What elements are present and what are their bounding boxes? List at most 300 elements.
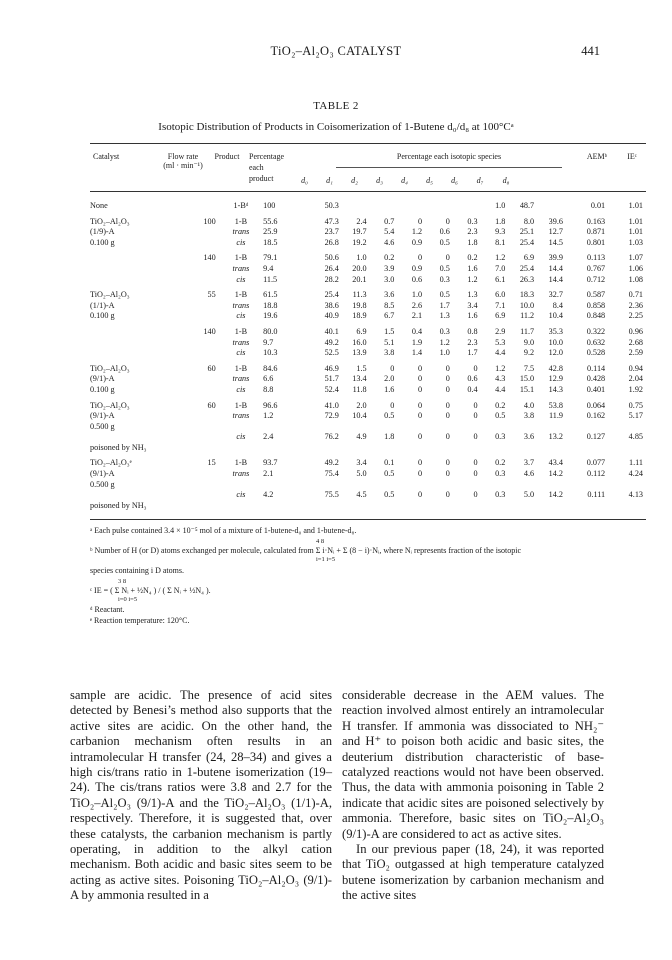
body-right-column	[342, 688, 604, 904]
catalyst-cell	[90, 490, 163, 501]
table-row	[90, 301, 646, 312]
footnote-e: ᵉ Reaction temperature: 120°C.	[90, 616, 190, 625]
species-d0-cell: 26.8	[324, 237, 339, 247]
table-row	[90, 217, 646, 228]
species-d0-cell: 47.3	[324, 216, 339, 226]
aem-cell: 0.064	[586, 400, 606, 410]
species-d6-cell: 0.5	[495, 411, 506, 421]
product-cell: trans	[232, 263, 250, 273]
catalyst-cell	[90, 253, 163, 264]
species-d4-cell: 0.5	[439, 237, 450, 247]
aem-cell: 0.114	[587, 363, 606, 373]
species-d2-cell: 3.9	[384, 263, 395, 273]
species-d0-cell: 75.4	[324, 469, 339, 479]
product-cell: cis	[236, 348, 246, 358]
species-d2-cell	[370, 480, 398, 491]
ie-cell	[608, 480, 646, 491]
isotope-label-d2: d₂	[351, 176, 358, 185]
species-d6-cell: 4.3	[495, 374, 506, 384]
product-cell: trans	[232, 337, 250, 347]
species-d3-cell: 1.9	[411, 337, 423, 347]
footnote-b: ᵇ Number of H (or D) atoms exchanged per molecule, calculated from Σ i·Nᵢ + Σ (8 − i)·Nᵢ, where Nᵢ represents fraction of the isotopic	[90, 546, 522, 555]
species-d7-cell: 11.2	[520, 311, 535, 321]
aem-cell: 0.587	[586, 290, 606, 300]
aem-cell: 0.858	[586, 300, 606, 310]
species-d8-cell: 14.2	[548, 469, 563, 479]
percentage-cell: 84.6	[263, 363, 278, 373]
species-d2-cell	[370, 422, 398, 433]
species-d7-cell: 8.0	[523, 216, 535, 226]
species-d4-cell: 0.3	[439, 274, 450, 284]
footnote-c-limits-bottom: i=0 i=5	[118, 596, 138, 603]
ie-cell: 2.04	[628, 374, 643, 384]
catalyst-cell	[90, 327, 163, 338]
ie-cell: 4.13	[628, 490, 643, 500]
species-d1-cell	[342, 201, 370, 212]
species-d6-cell: 7.0	[495, 263, 506, 273]
species-d2-cell: 8.5	[384, 300, 395, 310]
species-d4-cell: 0	[445, 432, 450, 442]
flow-rate-cell	[163, 264, 218, 275]
aem-cell: 0.871	[586, 227, 606, 237]
species-d8-cell: 35.3	[548, 326, 563, 336]
species-d6-cell: 7.1	[495, 300, 506, 310]
isotope-label-d7: d₇	[476, 176, 484, 185]
catalyst-cell: 0.100 g	[90, 311, 115, 321]
species-d1-cell: 1.0	[356, 253, 367, 263]
species-d2-cell: 0.5	[384, 411, 395, 421]
species-d1-cell: 13.4	[352, 374, 367, 384]
percentage-cell: 11.5	[263, 274, 278, 284]
flow-rate-cell	[163, 469, 218, 480]
product-cell: trans	[232, 227, 250, 237]
species-d8-cell: 12.9	[548, 374, 563, 384]
product-cell	[219, 501, 263, 512]
species-d2-cell: 0	[390, 363, 395, 373]
ie-cell: 4.24	[628, 469, 643, 479]
species-d2-cell: 0.1	[384, 458, 395, 468]
isotope-label-d6: d₆	[451, 176, 458, 185]
species-d8-cell: 8.4	[552, 300, 563, 310]
species-d3-cell: 0	[418, 432, 423, 442]
species-d1-cell: 11.3	[352, 290, 367, 300]
isotope-label-d0: d₀	[301, 176, 308, 185]
species-d6-cell: 2.9	[495, 326, 506, 336]
aem-cell: 0.113	[587, 253, 606, 263]
table-row	[90, 253, 646, 264]
species-d6-cell: 6.9	[495, 311, 506, 321]
species-d1-cell: 10.4	[352, 411, 367, 421]
species-d6-cell: 1.8	[495, 216, 506, 226]
species-d0-cell: 50.6	[324, 253, 339, 263]
ie-cell: 2.68	[628, 337, 643, 347]
catalyst-cell: (1/1)-A	[90, 300, 115, 310]
species-d4-cell: 0	[445, 490, 450, 500]
species-d3-cell: 1.4	[411, 348, 423, 358]
species-d8-cell	[537, 443, 566, 454]
species-d4-cell: 1.0	[439, 348, 450, 358]
species-d4-cell: 1.2	[439, 337, 450, 347]
species-d8-cell: 39.6	[548, 216, 563, 226]
species-d7-cell: 25.4	[519, 237, 535, 247]
aem-cell: 0.162	[586, 411, 606, 421]
catalyst-cell: poisoned by NH₃	[90, 442, 147, 452]
flow-rate-cell	[163, 348, 218, 359]
aem-cell: 0.848	[586, 311, 606, 321]
species-d8-cell: 10.4	[548, 311, 563, 321]
species-d1-cell: 20.0	[352, 263, 367, 273]
species-d6-cell: 1.0	[495, 201, 506, 210]
species-d0-cell: 40.9	[324, 311, 339, 321]
catalyst-cell: TiO₂–Al₂O₃	[90, 216, 130, 226]
species-d8-cell: 53.8	[548, 400, 563, 410]
species-d6-cell: 4.4	[495, 348, 506, 358]
aem-cell	[566, 480, 608, 491]
species-d3-cell: 0.9	[411, 237, 423, 247]
aem-cell: 0.077	[586, 458, 606, 468]
species-d7-cell: 48.7	[519, 201, 535, 210]
product-cell: trans	[232, 300, 250, 310]
percentage-cell: 9.4	[263, 263, 274, 273]
product-cell: 1-B	[234, 326, 248, 336]
ie-cell	[608, 422, 646, 433]
species-d2-cell: 6.7	[384, 311, 395, 321]
species-d7-cell: 15.1	[519, 384, 535, 394]
table-row	[90, 490, 646, 501]
species-d2-cell	[370, 201, 398, 212]
footnote-b-limits-bottom: i=1 i=5	[316, 556, 336, 563]
species-d0-cell: 49.2	[324, 458, 339, 468]
species-d0-cell: 38.6	[324, 300, 339, 310]
body-left-column	[70, 688, 332, 904]
species-d0-cell: 25.4	[324, 290, 339, 300]
table-row	[90, 348, 646, 359]
table-row	[90, 311, 646, 322]
species-d6-cell: 5.3	[495, 337, 506, 347]
table-row	[90, 458, 646, 469]
species-d2-cell: 0.2	[384, 253, 395, 263]
aem-cell: 0.163	[586, 216, 606, 226]
flow-rate-cell	[163, 311, 218, 322]
flow-rate-cell	[163, 385, 218, 396]
catalyst-cell	[90, 338, 163, 349]
species-d7-cell	[508, 480, 537, 491]
species-d5-cell: 1.2	[467, 274, 478, 284]
species-d8-cell: 39.9	[548, 253, 563, 263]
species-d0-cell	[314, 422, 342, 433]
species-d7-cell: 3.8	[523, 411, 535, 421]
species-d5-cell: 0	[473, 469, 478, 479]
percentage-cell: 1.2	[263, 411, 274, 421]
species-d5-cell: 2.3	[467, 227, 478, 237]
col-header-product: Product	[214, 152, 240, 161]
species-d3-cell: 0	[418, 458, 423, 468]
table-row	[90, 327, 646, 338]
species-d0-cell: 40.1	[324, 326, 339, 336]
species-d7-cell: 25.1	[519, 227, 535, 237]
catalyst-cell: (1/9)-A	[90, 227, 115, 237]
ie-cell: 0.75	[628, 400, 643, 410]
ie-cell: 1.07	[628, 253, 643, 263]
species-d3-cell: 0.6	[411, 274, 423, 284]
percentage-cell: 80.0	[263, 326, 278, 336]
species-d2-cell: 0.5	[384, 490, 395, 500]
flow-rate-cell	[163, 301, 218, 312]
product-cell	[219, 443, 263, 454]
product-cell: trans	[232, 411, 250, 421]
species-d5-cell: 0.8	[467, 326, 478, 336]
product-cell: 1-B	[234, 216, 248, 226]
footnote-b-limits-top: 4 8	[316, 538, 325, 545]
species-d4-cell: 1.7	[439, 300, 450, 310]
catalyst-cell: poisoned by NH₃	[90, 500, 147, 510]
species-d7-cell: 18.3	[519, 290, 535, 300]
table-row	[90, 501, 646, 512]
ie-cell	[608, 443, 646, 454]
species-d0-cell: 28.2	[324, 274, 339, 284]
catalyst-cell: (9/1)-A	[90, 374, 115, 384]
species-d2-cell: 5.4	[384, 227, 395, 237]
aem-cell: 0.528	[586, 348, 606, 358]
species-d2-cell: 0.7	[384, 216, 395, 226]
species-d6-cell: 0.2	[495, 458, 506, 468]
flow-rate-cell: 55	[207, 290, 216, 300]
species-d7-cell: 3.6	[523, 432, 535, 442]
catalyst-cell: TiO₂–Al₂O₃ᵉ	[90, 458, 132, 468]
species-d1-cell: 19.8	[352, 300, 367, 310]
species-d4-cell: 0	[445, 253, 450, 263]
percentage-cell: 8.8	[263, 384, 274, 394]
col-header-percentage: Percentage	[249, 152, 285, 161]
aem-cell	[566, 422, 608, 433]
footnote-b-continued: species containing i D atoms.	[90, 566, 184, 575]
product-cell: cis	[236, 384, 246, 394]
catalyst-cell	[90, 348, 163, 359]
species-d7-cell: 3.7	[523, 458, 535, 468]
species-d7-cell: 4.0	[523, 400, 535, 410]
species-d8-cell: 14.5	[548, 237, 563, 247]
table-top-rule	[90, 143, 646, 144]
species-d4-cell	[425, 501, 453, 512]
flow-rate-cell	[163, 501, 218, 512]
product-cell: 1-B	[234, 363, 248, 373]
footnote-c: ᶜ IE = ( Σ Nᵢ + ½N₄ ) / ( Σ Nᵢ + ½N₄ ).	[90, 586, 211, 595]
table-row	[90, 411, 646, 422]
col-header-flow-rate: Flow rate	[167, 152, 199, 161]
ie-cell: 5.17	[628, 411, 643, 421]
ie-cell: 1.01	[628, 216, 643, 226]
species-d3-cell: 0	[418, 253, 423, 263]
flow-rate-cell	[163, 275, 218, 286]
percentage-cell: 2.4	[263, 432, 274, 442]
species-d5-cell: 0	[473, 400, 478, 410]
species-d0-cell: 41.0	[324, 400, 339, 410]
species-d2-cell: 3.0	[384, 274, 395, 284]
species-d8-cell: 13.2	[548, 432, 563, 442]
species-d3-cell	[397, 480, 425, 491]
table-row	[90, 290, 646, 301]
flow-rate-cell: 60	[207, 363, 216, 373]
catalyst-cell: TiO₂–Al₂O₃	[90, 400, 130, 410]
percentage-cell: 93.7	[263, 458, 278, 468]
species-d7-cell: 6.9	[523, 253, 535, 263]
col-header-each: each	[249, 163, 264, 172]
species-d5-cell: 3.4	[467, 300, 478, 310]
species-d4-cell: 0	[445, 216, 450, 226]
species-d2-cell: 1.5	[384, 326, 395, 336]
catalyst-cell	[90, 275, 163, 286]
percentage-cell: 18.8	[263, 300, 278, 310]
flow-rate-cell: 15	[207, 458, 216, 468]
species-d5-cell	[453, 501, 481, 512]
percentage-cell	[263, 501, 314, 512]
species-d1-cell: 19.7	[352, 227, 367, 237]
product-cell: trans	[232, 374, 250, 384]
species-d5-cell: 0	[473, 363, 478, 373]
running-head: TiO₂–Al₂O₃ CATALYST	[270, 44, 402, 58]
catalyst-cell: (9/1)-A	[90, 411, 115, 421]
species-d8-cell: 14.3	[548, 384, 563, 394]
species-d5-cell: 1.6	[467, 311, 478, 321]
species-d7-cell: 15.0	[519, 374, 535, 384]
body-right-paragraph-2: In our previous paper (18, 24), it was reported that TiO₂ outgassed at high temperature catalyzed butene isomerization by carbanion mechanism and the active sites	[342, 842, 604, 903]
species-d5-cell	[453, 443, 481, 454]
percentage-cell: 100	[263, 201, 276, 210]
species-d6-cell: 1.2	[495, 363, 506, 373]
aem-cell: 0.428	[586, 374, 606, 384]
table-row	[90, 238, 646, 249]
percentage-cell: 61.5	[263, 290, 278, 300]
species-d4-cell: 0	[445, 363, 450, 373]
aem-cell	[566, 501, 608, 512]
flow-rate-cell	[163, 374, 218, 385]
species-d3-cell	[397, 201, 425, 212]
catalyst-cell	[90, 432, 163, 443]
species-d8-cell: 11.9	[548, 411, 563, 421]
species-d2-cell: 1.6	[384, 384, 395, 394]
species-d1-cell: 13.9	[352, 348, 367, 358]
species-d6-cell	[481, 501, 509, 512]
isotope-label-d1: d₁	[326, 176, 333, 185]
species-d3-cell: 1.0	[411, 290, 423, 300]
species-d3-cell: 0.4	[411, 326, 423, 336]
species-d8-cell: 42.8	[548, 363, 563, 373]
species-d4-cell	[425, 201, 453, 212]
table-bottom-rule	[90, 519, 646, 520]
species-d7-cell: 5.0	[523, 490, 535, 500]
species-d8-cell: 14.4	[548, 263, 563, 273]
percentage-cell: 25.9	[263, 227, 278, 237]
species-d1-cell	[342, 480, 370, 491]
species-d8-cell: 14.4	[548, 274, 563, 284]
footnote-d: ᵈ Reactant.	[90, 605, 125, 614]
species-d3-cell: 2.1	[411, 311, 423, 321]
table-row	[90, 275, 646, 286]
isotope-label-d5: d₅	[426, 176, 433, 185]
species-d5-cell: 0	[473, 432, 478, 442]
species-d7-cell: 10.0	[519, 300, 535, 310]
species-d8-cell	[537, 480, 566, 491]
species-d4-cell: 0.5	[439, 290, 450, 300]
species-d5-cell: 0	[473, 458, 478, 468]
species-d5-cell: 1.6	[467, 263, 478, 273]
species-d4-cell: 0.3	[439, 326, 450, 336]
percentage-cell: 96.6	[263, 400, 278, 410]
species-d6-cell: 6.0	[495, 290, 506, 300]
product-cell: 1-B	[234, 458, 248, 468]
isotope-label-d3: d₃	[376, 176, 383, 185]
species-d3-cell: 0	[418, 384, 423, 394]
species-d3-cell	[397, 422, 425, 433]
species-d4-cell: 0	[445, 374, 450, 384]
catalyst-cell: (9/1)-A	[90, 469, 115, 479]
species-d6-cell: 0.3	[495, 469, 506, 479]
species-d6-cell: 0.3	[495, 490, 506, 500]
species-d5-cell: 1.8	[467, 237, 478, 247]
species-d3-cell: 0	[418, 411, 423, 421]
species-d5-cell: 0	[473, 411, 478, 421]
flow-rate-cell: 100	[203, 216, 216, 226]
species-d4-cell: 0	[445, 384, 450, 394]
species-d0-cell: 49.2	[324, 337, 339, 347]
product-cell: trans	[232, 469, 250, 479]
species-d8-cell: 14.2	[548, 490, 563, 500]
ie-cell	[608, 501, 646, 512]
percentage-cell	[263, 480, 314, 491]
species-d1-cell	[342, 422, 370, 433]
species-d6-cell: 9.3	[495, 227, 506, 237]
product-cell: cis	[236, 237, 246, 247]
species-d7-cell	[508, 501, 537, 512]
species-d0-cell: 52.4	[324, 384, 339, 394]
percentage-cell: 9.7	[263, 337, 274, 347]
ie-cell: 2.59	[628, 348, 643, 358]
species-d4-cell: 1.3	[439, 311, 450, 321]
table-row	[90, 422, 646, 433]
species-d1-cell: 16.0	[352, 337, 367, 347]
species-d3-cell: 0.9	[411, 263, 423, 273]
product-cell: cis	[236, 432, 246, 442]
table-row	[90, 469, 646, 480]
catalyst-cell: 0.100 g	[90, 237, 115, 247]
species-d8-cell: 12.7	[548, 227, 563, 237]
species-d0-cell	[314, 501, 342, 512]
species-d2-cell: 5.1	[384, 337, 395, 347]
species-d3-cell: 0	[418, 400, 423, 410]
ie-cell: 1.03	[628, 237, 643, 247]
col-header-aem: AEMᵇ	[586, 152, 608, 161]
species-d2-cell: 3.8	[384, 348, 395, 358]
aem-cell: 0.767	[586, 263, 606, 273]
footnote-c-limits-top: 3 8	[118, 578, 127, 585]
species-d7-cell: 9.0	[523, 337, 535, 347]
aem-cell: 0.401	[586, 384, 606, 394]
species-d5-cell	[453, 480, 481, 491]
percentage-cell: 79.1	[263, 253, 278, 263]
body-right-paragraph-1: considerable decrease in the AEM values. The reaction involved almost entirely an intramolecular H transfer. If ammonia was dissociated to NH₂⁻ and H⁺ to poison both acidic and basic sites, the deuterium distribution characteristic of base-catalyzed reactions would not have been observed. Thus, the data with ammonia poisoning in Table 2 indicate that acidic sites are poisoned selectively by ammonia. Therefore, basic sites on TiO₂–Al₂O₃ (9/1)-A are considered to act as active sites.	[342, 688, 604, 841]
species-d6-cell	[481, 480, 509, 491]
aem-cell: 0.712	[586, 274, 606, 284]
species-d5-cell: 0.3	[467, 216, 478, 226]
flow-rate-cell	[163, 490, 218, 501]
flow-rate-cell	[163, 338, 218, 349]
species-d3-cell: 0	[418, 216, 423, 226]
species-d3-cell: 0	[418, 363, 423, 373]
species-d3-cell	[397, 443, 425, 454]
species-d2-cell	[370, 443, 398, 454]
species-d5-cell: 2.3	[467, 337, 478, 347]
species-d1-cell: 11.8	[352, 384, 367, 394]
